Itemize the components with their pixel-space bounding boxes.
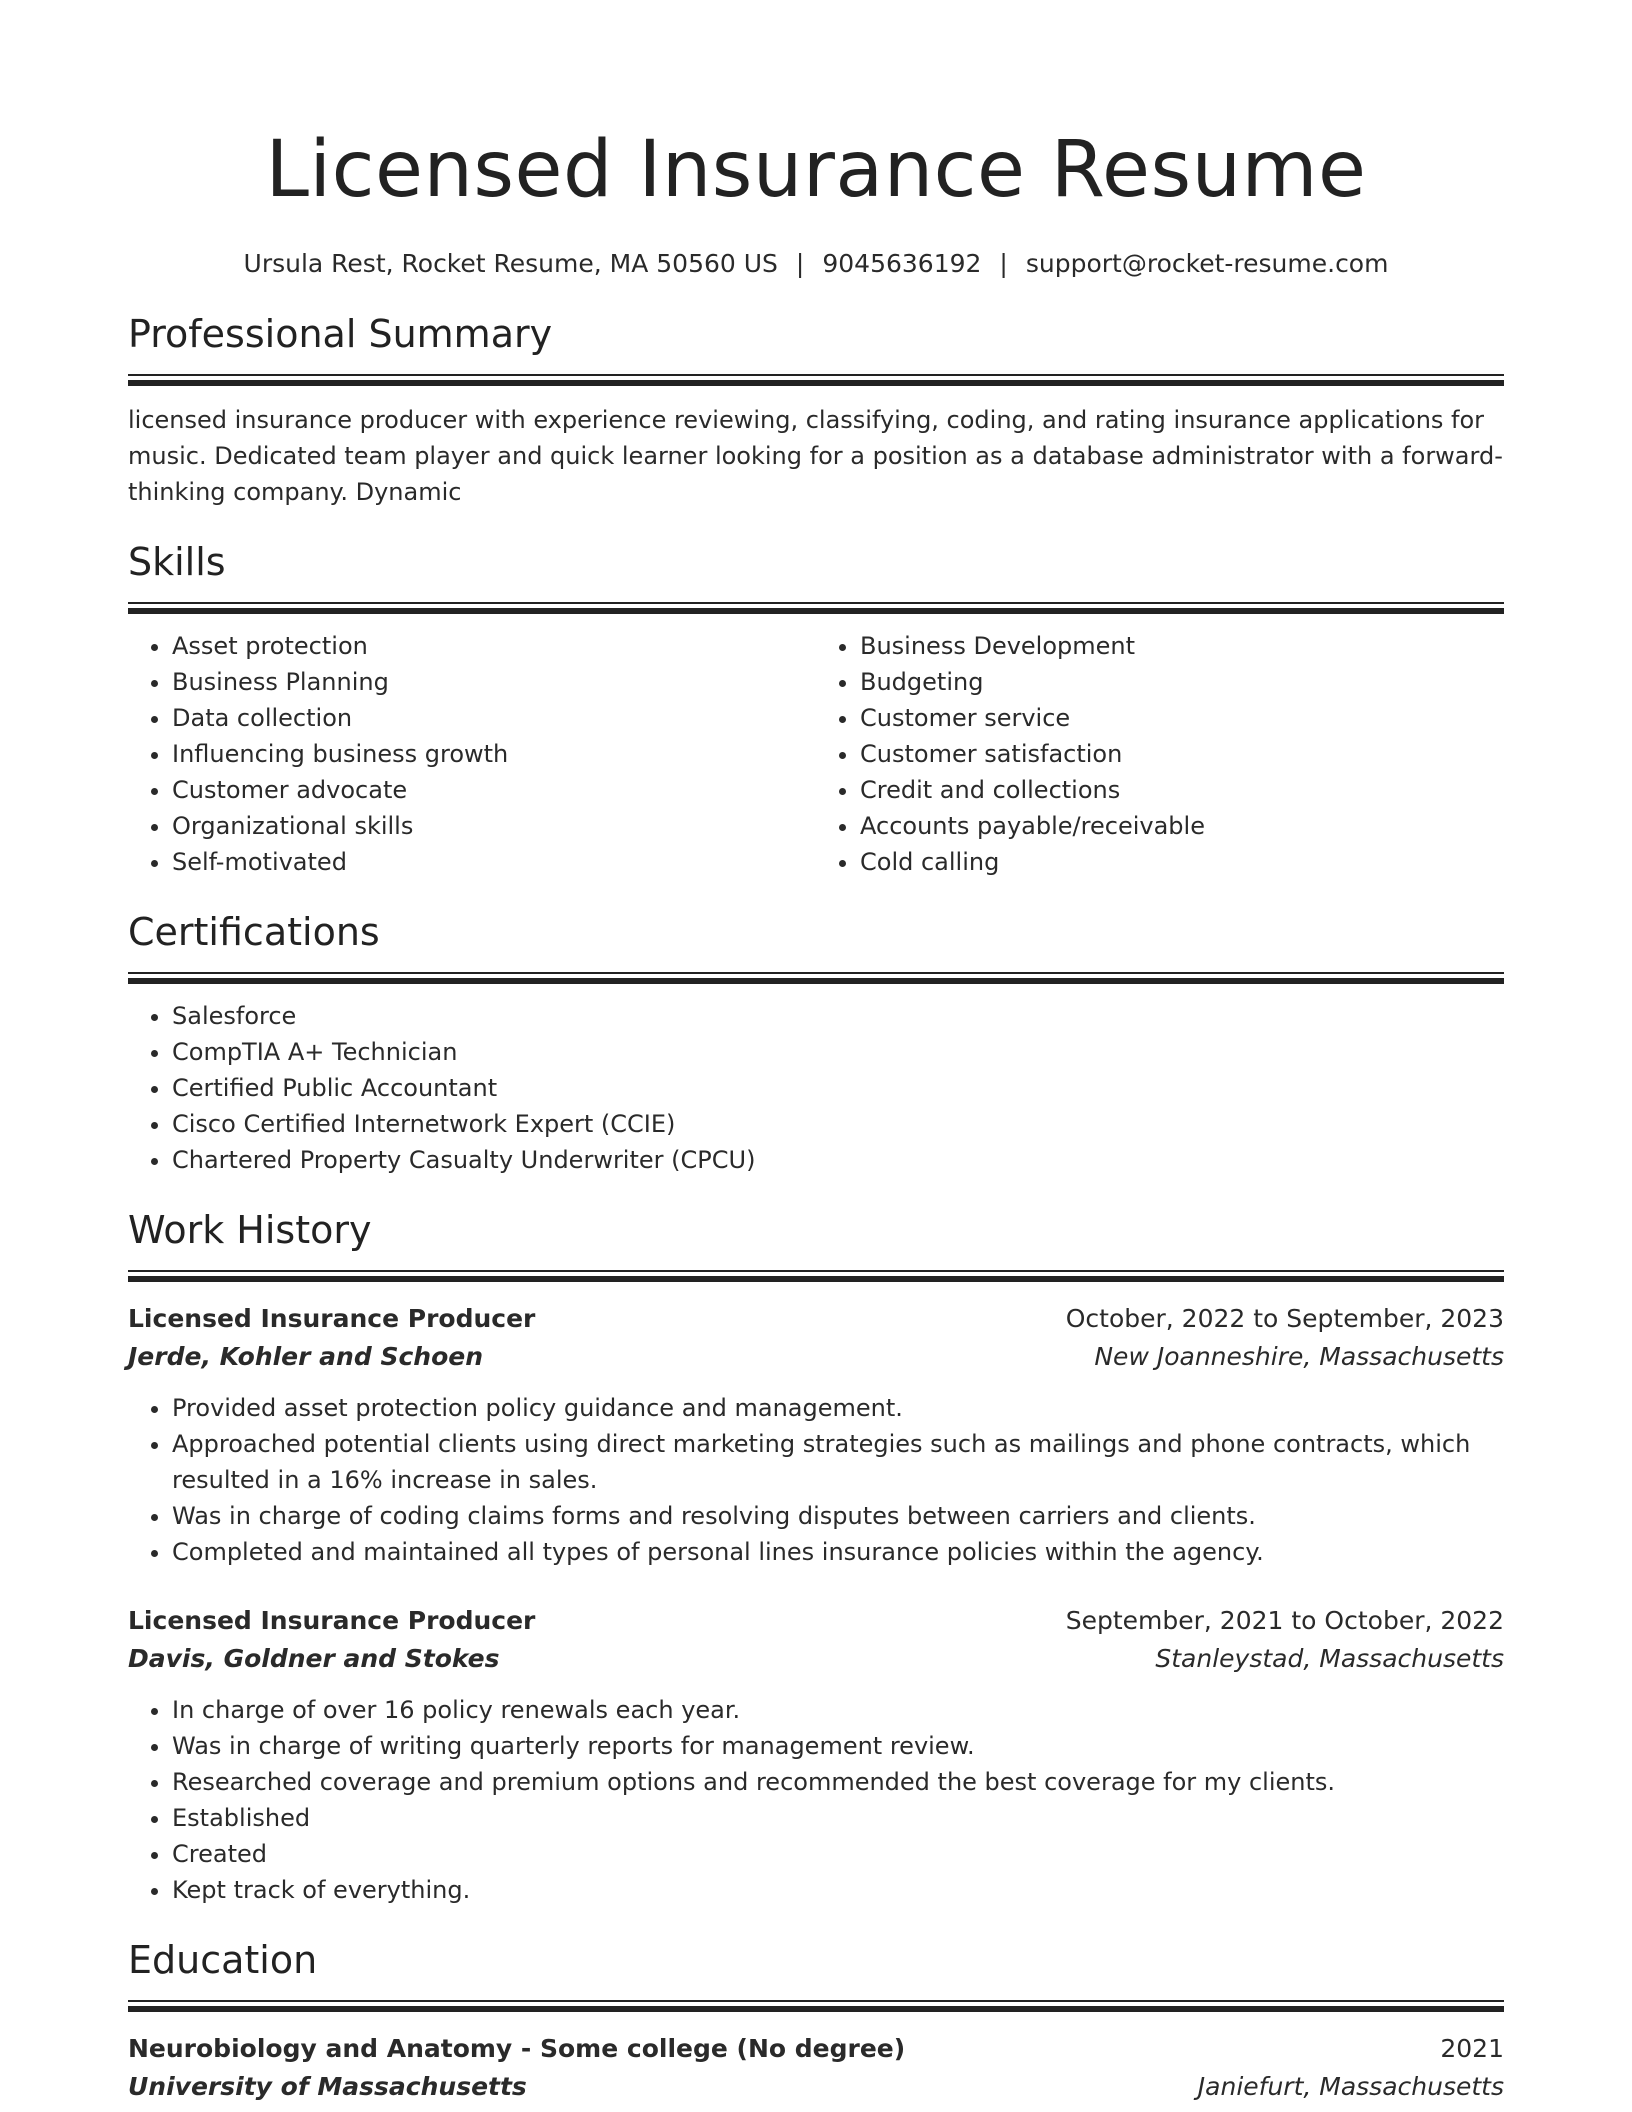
job-title: Licensed Insurance Producer [128,1606,536,1635]
certifications-list [128,998,1504,1178]
education-location: Janiefurt, Massachusetts [1197,2072,1504,2101]
education-entry [128,2030,1504,2106]
skills-column-left [128,628,816,880]
job-bullet: • Was in charge of coding claims forms and resolving disputes between carriers and clients. [172,1498,1504,1534]
summary-text: licensed insurance producer with experience reviewing, classifying, coding, and rating insurance applications for music. Dedicated team player and quick learner looking for a position as a database administrator with a forward-thinking company. Dynamic [128,406,1503,506]
resume-title: Licensed Insurance Resume [265,125,1367,215]
section-divider [128,972,1504,984]
skills-list-left [128,628,816,880]
skill-item: • Business Development [860,628,1504,664]
job-bullet: • Was in charge of writing quarterly reports for management review. [172,1728,1504,1764]
certification-item: • Cisco Certified Internetwork Expert (CCIE) [172,1106,1504,1142]
certifications-section [128,906,1504,1178]
education-degree: Neurobiology and Anatomy - Some college (No degree) [128,2034,906,2063]
job-header-row [128,1300,1504,1338]
job-entry [128,1300,1504,1570]
contact-address: Ursula Rest, Rocket Resume, MA 50560 US [243,249,778,278]
section-divider [128,1270,1504,1282]
section-divider [128,374,1504,386]
job-bullet: • Established [172,1800,1504,1836]
job-bullet: • Created [172,1836,1504,1872]
skills-list-right [816,628,1504,880]
education-year: 2021 [1440,2034,1504,2063]
job-company-row [128,1338,1504,1376]
job-bullet: • In charge of over 16 policy renewals each year. [172,1692,1504,1728]
skill-item: • Business Planning [172,664,816,700]
skill-item: • Customer satisfaction [860,736,1504,772]
job-bullet: • Kept track of everything. [172,1872,1504,1908]
job-company-row [128,1640,1504,1678]
education-heading: Education [128,1938,318,1982]
job-company: Jerde, Kohler and Schoen [128,1342,483,1371]
contact-separator: | [999,249,1008,278]
skill-item: • Self-motivated [172,844,816,880]
skill-item: • Budgeting [860,664,1504,700]
job-bullets [128,1692,1504,1908]
skills-grid [128,628,1504,880]
skill-item: • Customer advocate [172,772,816,808]
certification-item: • Certified Public Accountant [172,1070,1504,1106]
contact-separator: | [795,249,805,278]
education-section [128,1934,1504,2106]
section-divider [128,2000,1504,2012]
contact-line [128,246,1504,282]
skill-item: • Cold calling [860,844,1504,880]
job-dates: September, 2021 to October, 2022 [1065,1606,1504,1635]
skills-heading: Skills [128,540,226,584]
job-bullet: • Provided asset protection policy guidance and management. [172,1390,1504,1426]
job-header-row [128,1602,1504,1640]
work-history-section [128,1204,1504,1908]
certification-item: • Chartered Property Casualty Underwriter (CPCU) [172,1142,1504,1178]
job-bullet: • Approached potential clients using direct marketing strategies such as mailings and phone contracts, which resulted in a 16% increase in sales. [172,1426,1504,1498]
skill-item: • Influencing business growth [172,736,816,772]
skill-item: • Asset protection [172,628,816,664]
skill-item: • Data collection [172,700,816,736]
job-location: New Joanneshire, Massachusetts [1094,1342,1504,1371]
job-location: Stanleystad, Massachusetts [1155,1644,1504,1673]
job-company: Davis, Goldner and Stokes [128,1644,500,1673]
section-divider [128,602,1504,614]
skills-column-right [816,628,1504,880]
job-title: Licensed Insurance Producer [128,1304,536,1333]
education-degree-row [128,2030,1504,2068]
skill-item: • Customer service [860,700,1504,736]
certification-item: • Salesforce [172,998,1504,1034]
skill-item: • Accounts payable/receivable [860,808,1504,844]
summary-heading: Professional Summary [128,312,553,356]
education-school: University of Massachusetts [128,2072,527,2101]
summary-section [128,308,1504,510]
job-entry [128,1602,1504,1908]
contact-email: support@rocket-resume.com [1025,249,1389,278]
work-history-heading: Work History [128,1208,372,1252]
job-bullet: • Completed and maintained all types of personal lines insurance policies within the agency. [172,1534,1504,1570]
certification-item: • CompTIA A+ Technician [172,1034,1504,1070]
job-bullets [128,1390,1504,1570]
job-bullet: • Researched coverage and premium options and recommended the best coverage for my clients. [172,1764,1504,1800]
job-dates: October, 2022 to September, 2023 [1065,1304,1504,1333]
skill-item: • Organizational skills [172,808,816,844]
contact-phone: 9045636192 [822,249,982,278]
certifications-heading: Certifications [128,910,380,954]
skill-item: • Credit and collections [860,772,1504,808]
skills-section [128,536,1504,880]
education-school-row [128,2068,1504,2106]
